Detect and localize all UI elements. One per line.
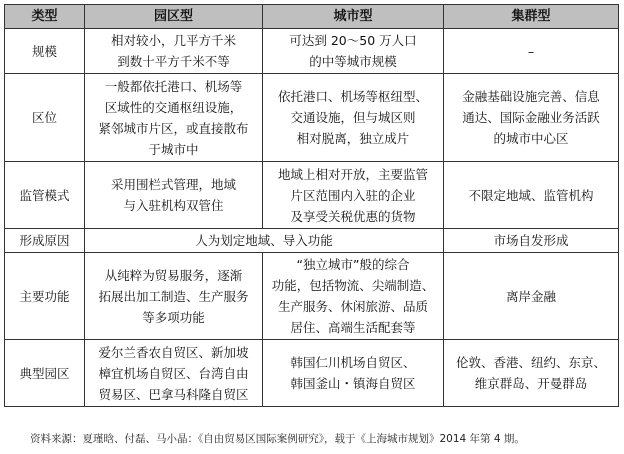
table-row-formation — [5, 229, 619, 253]
cell-examples-cluster: 伦敦、香港、纽约、东京、 维京群岛、开曼群岛 — [444, 340, 619, 407]
cell-location-park: 一般都依托港口、机场等 区域性的交通枢纽设施， 紧邻城市片区，或直接散布 于城市中 — [85, 74, 263, 162]
table-row-supervision — [5, 162, 619, 229]
cell-functions-city: “独立城市”般的综合 功能，包括物流、尖端制造、 生产服务、休闲旅游、品质 居住、高端生活配套等 — [263, 253, 444, 340]
cell-supervision-city: 地域上相对开放，主要监管 片区范围内入驻的企业 及享受关税优惠的货物 — [263, 162, 444, 229]
cell-functions-park: 从纯粹为贸易服务，逐渐 拓展出加工制造、生产服务 等多项功能 — [85, 253, 263, 340]
cell-functions-cluster: 离岸金融 — [444, 253, 619, 340]
comparison-table-container — [4, 4, 618, 407]
cell-location-cluster: 金融基础设施完善、信息 通达、国际金融业务活跃 的城市中心区 — [444, 74, 619, 162]
table-row-scale — [5, 29, 619, 74]
row-label-examples: 典型园区 — [5, 340, 85, 407]
cell-formation-park-city: 人为划定地域、导入功能 — [85, 229, 444, 253]
table-row-examples — [5, 340, 619, 407]
cell-supervision-park: 采用围栏式管理，地域 与入驻机构双管住 — [85, 162, 263, 229]
cell-examples-city: 韩国仁川机场自贸区、 韩国釜山・镇海自贸区 — [263, 340, 444, 407]
row-label-location: 区位 — [5, 74, 85, 162]
header-row — [5, 5, 619, 29]
row-label-scale: 规模 — [5, 29, 85, 74]
cell-scale-park: 相对较小，几平方千米 到数十平方千米不等 — [85, 29, 263, 74]
cell-location-city: 依托港口、机场等枢纽型、 交通设施，但与城区则 相对脱离，独立成片 — [263, 74, 444, 162]
header-city: 城市型 — [263, 5, 444, 29]
cell-scale-cluster: – — [444, 29, 619, 74]
cell-supervision-cluster: 不限定地域、监管机构 — [444, 162, 619, 229]
row-label-functions: 主要功能 — [5, 253, 85, 340]
cell-examples-park: 爱尔兰香农自贸区、新加坡 樟宜机场自贸区、台湾自由 贸易区、巴拿马科隆自贸区 — [85, 340, 263, 407]
row-label-formation: 形成原因 — [5, 229, 85, 253]
source-note: 资料来源：夏瑾晗、付磊、马小晶：《自由贸易区国际案例研究》，载于《上海城市规划》2014 年第 4 期。 — [30, 433, 525, 445]
cell-scale-city: 可达到 20～50 万人口 的中等城市规模 — [263, 29, 444, 74]
header-type: 类型 — [5, 5, 85, 29]
header-park: 园区型 — [85, 5, 263, 29]
table-row-location — [5, 74, 619, 162]
cell-formation-cluster: 市场自发形成 — [444, 229, 619, 253]
table-row-functions — [5, 253, 619, 340]
row-label-supervision: 监管模式 — [5, 162, 85, 229]
comparison-table — [4, 4, 619, 407]
header-cluster: 集群型 — [444, 5, 619, 29]
